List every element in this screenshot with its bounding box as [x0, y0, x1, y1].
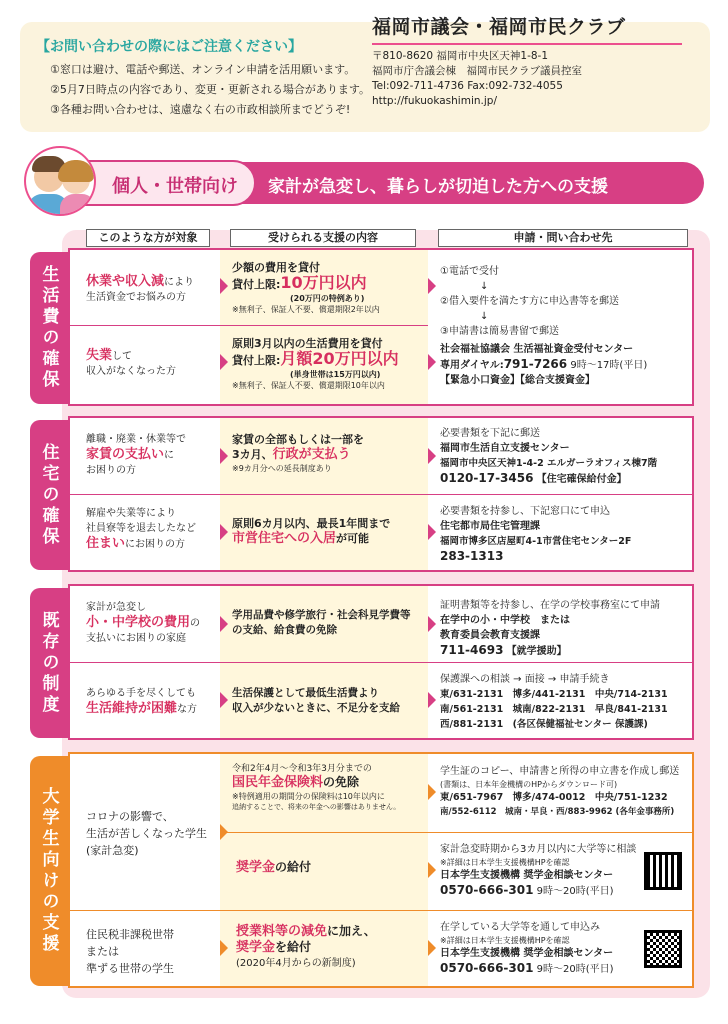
support-text: 原則3月以内の生活費用を貸付 貸付上限:月額20万円以内 (単身世帯は15万円以内) ※無利子、保証人不要、償還期限10年以内 [232, 337, 399, 390]
section-tab-living: 生活費の確保 [30, 252, 68, 404]
section-tab-university: 大学生向けの支援 [30, 756, 68, 986]
column-header-target: このような方が対象 [86, 229, 210, 247]
contact-text: ①電話で受付 ↓ ②借入要件を満たす方に申込書等を郵送 ↓ ③申請書は簡易書留で郵送 社会福祉協議会 生活福祉資金受付センター 専用ダイヤル:791-7266 9時〜17時(平日) 【緊急小口資金】【総合支援資金】 [440, 266, 648, 386]
target-text: 家計が急変し 小・中学校の費用の 支払いにお困りの家庭 [86, 602, 201, 644]
contact-text: 学生証のコピー、申請書と所得の申立書を作成し郵送 (書類は、日本年金機構のHPからダウンロード可) 東/651-7967 博多/474-0012 中央/751-1232 南/552-6112 城南・早良・西/883-9962 (各年金事務所) [440, 766, 680, 817]
notice-item: ③各種お問い合わせは、遠慮なく右の市政相談所までどうぞ! [50, 103, 351, 116]
target-text: あらゆる手を尽くしても 生活維持が困難な方 [86, 688, 198, 716]
target-text: 解雇や失業等により 社員寮等を退去したなど 住まいにお困りの方 [86, 508, 196, 551]
section-existing [68, 584, 694, 740]
notice-list [50, 60, 370, 120]
org-name: 福岡市議会・福岡市民クラブ [372, 12, 682, 45]
support-text: 家賃の全部もしくは一部を 3カ月、行政が支払う ※9カ月分への延長制度あり [232, 433, 364, 473]
section-tab-housing: 住宅の確保 [30, 420, 68, 570]
support-text: 原則6カ月以内、最長1年間まで 市営住宅への入居が可能 [232, 517, 391, 546]
contact-text: 在学している大学等を通して申込み ※詳細は日本学生支援機構HPを確認 日本学生支援機構 奨学金相談センター 0570-666-301 9時〜20時(平日) [440, 922, 614, 975]
target-text: 失業して 収入がなくなった方 [86, 348, 176, 377]
contact-text: 必要書類を持参し、下記窓口にて申込 住宅都市局住宅管理課 福岡市博多区店屋町4-1市営住宅センター2F 283-1313 [440, 506, 632, 563]
notice-item: ②5月7日時点の内容であり、変更・更新される場合があります。 [50, 83, 370, 96]
qr-code-icon[interactable] [644, 852, 682, 890]
notice-item: ①窓口は避け、電話や郵送、オンライン申請を活用願います。 [50, 63, 356, 76]
notice-title: 【お問い合わせの際にはご注意ください】 [36, 39, 302, 55]
contact-text: 必要書類を下記に郵送 福岡市生活自立支援センター 福岡市中央区天神1-4-2 エルガーラオフィス棟7階 0120-17-3456 【住宅確保給付金】 [440, 428, 658, 485]
target-text: 休業や収入減により 生活資金でお悩みの方 [86, 274, 195, 303]
section-university [68, 752, 694, 988]
header-right-text: 家計が急変し、暮らしが切迫した方への支援 [268, 177, 608, 197]
target-text: コロナの影響で、 生活が苦しくなった学生 (家計急変) [86, 810, 207, 857]
org-office: 福岡市庁舎議会棟 福岡市民クラブ議員控室 [372, 65, 582, 77]
contact-text: 家計急変時期から3カ月以内に大学等に相談 ※詳細は日本学生支援機構HPを確認 日本学生支援機構 奨学金相談センター 0570-666-301 9時〜20時(平日) [440, 844, 637, 897]
org-url[interactable]: http://fukuokashimin.jp/ [372, 95, 497, 107]
family-illustration-icon [24, 146, 96, 216]
support-text: 令和2年4月〜令和3年3月分までの 国民年金保険料の免除 ※特例適用の期間分の保険料は10年以内に 追納することで、将来の年金への影響はありません。 [232, 764, 401, 811]
section-living [68, 248, 694, 406]
target-text: 住民税非課税世帯 または 準ずる世帯の学生 [86, 928, 174, 975]
contact-text: 保護課への相談 → 面接 → 申請手続き 東/631-2131 博多/441-2131 中央/714-2131 南/561-2131 城南/822-2131 早良/841-2131 西/881-2131 (各区保健福祉センター 保護課) [440, 674, 668, 730]
support-text: 生活保護として最低生活費より 収入が少ないときに、不足分を支給 [232, 687, 400, 714]
org-address: 〒810-8620 福岡市中央区天神1-8-1 [372, 50, 549, 62]
section-housing [68, 416, 694, 572]
target-text: 離職・廃業・休業等で 家賃の支払いに お困りの方 [86, 434, 186, 476]
section-tab-existing: 既存の制度 [30, 588, 68, 738]
column-header-support: 受けられる支援の内容 [230, 229, 416, 247]
org-info [372, 12, 682, 109]
contact-text: 証明書類等を持参し、在学の学校事務室にて申請 在学中の小・中学校 または 教育委員会教育支援課 711-4693 【就学援助】 [440, 600, 660, 657]
support-text: 学用品費や修学旅行・社会科見学費等 の支給、給食費の免除 [232, 609, 411, 636]
column-header-contact: 申請・問い合わせ先 [438, 229, 688, 247]
support-text: 授業料等の減免に加え、 奨学金を給付 (2020年4月からの新制度) [236, 924, 376, 969]
support-text: 奨学金の給付 [236, 860, 312, 875]
support-text: 少額の費用を貸付 貸付上限:10万円以内 (20万円の特例あり) ※無利子、保証人不要、償還期限2年以内 [232, 261, 380, 314]
header-left-text: 個人・世帯向け [112, 176, 238, 197]
qr-code-icon[interactable] [644, 930, 682, 968]
org-phone: Tel:092-711-4736 Fax:092-732-4055 [372, 80, 563, 92]
